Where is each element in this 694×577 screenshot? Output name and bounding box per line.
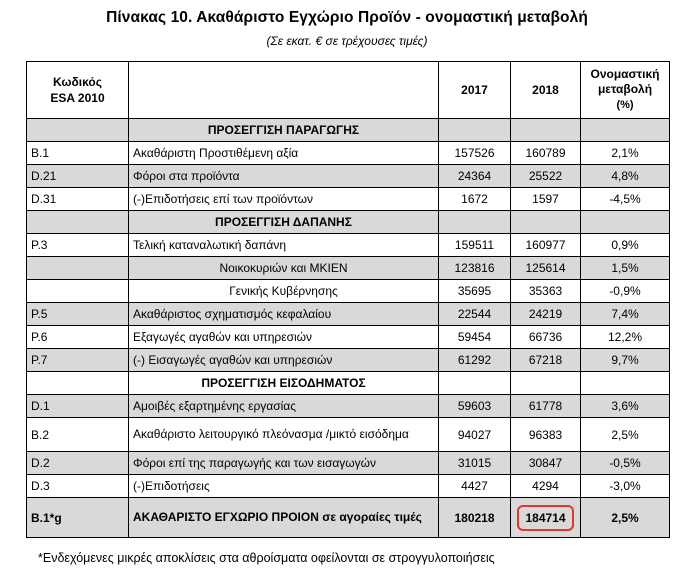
table-row [27,234,670,257]
value-2017: 180218 [439,498,511,538]
change-percent [581,119,670,142]
table-row [27,395,670,418]
row-label: (-) Εισαγωγές αγαθών και υπηρεσιών [129,349,439,372]
section-row [27,372,670,395]
row-label: Ακαθάριστη Προστιθέμενη αξία [129,142,439,165]
row-code: D.3 [27,475,129,498]
change-percent: 2,1% [581,142,670,165]
table-row [27,188,670,211]
section-heading: ΠΡΟΣΕΓΓΙΣΗ ΔΑΠΑΝΗΣ [129,211,439,234]
value-2017: 4427 [439,475,511,498]
header-description [129,62,439,119]
header-change-line2: μεταβολή [597,82,653,96]
row-code [27,257,129,280]
value-2017 [439,211,511,234]
row-code [27,211,129,234]
value-2018 [511,372,581,395]
value-2018: 96383 [511,418,581,452]
value-2018-cell [511,498,581,538]
row-code [27,280,129,303]
row-code: P.5 [27,303,129,326]
row-label: Γενικής Κυβέρνησης [129,280,439,303]
row-label: Εξαγωγές αγαθών και υπηρεσιών [129,326,439,349]
change-percent: 12,2% [581,326,670,349]
table-body [27,119,670,538]
change-percent [581,372,670,395]
row-code [27,372,129,395]
row-label: Ακαθάριστο λειτουργικό πλεόνασμα /μικτό εισόδημα [129,418,439,452]
total-row [27,498,670,538]
value-2018: 160977 [511,234,581,257]
value-2018 [511,211,581,234]
change-percent: -4,5% [581,188,670,211]
value-2017: 59454 [439,326,511,349]
value-2017: 61292 [439,349,511,372]
change-percent: -0,5% [581,452,670,475]
table-row [27,418,670,452]
section-heading: ΠΡΟΣΕΓΓΙΣΗ ΠΑΡΑΓΩΓΗΣ [129,119,439,142]
row-code: B.1*g [27,498,129,538]
row-label: Νοικοκυριών και ΜΚΙΕΝ [129,257,439,280]
section-heading: ΠΡΟΣΕΓΓΙΣΗ ΕΙΣΟΔΗΜΑΤΟΣ [129,372,439,395]
table-row [27,452,670,475]
change-percent: 4,8% [581,165,670,188]
table-title: Πίνακας 10. Ακαθάριστο Εγχώριο Προϊόν - ονομαστική μεταβολή [106,9,588,26]
header-code-line1: Κωδικός [52,75,102,89]
change-percent: 7,4% [581,303,670,326]
value-2017 [439,372,511,395]
header-2017: 2017 [439,62,511,119]
row-label: (-)Επιδοτήσεις [129,475,439,498]
header-2018: 2018 [511,62,581,119]
value-2017: 157526 [439,142,511,165]
change-percent: 2,5% [581,418,670,452]
value-2017: 31015 [439,452,511,475]
value-2017: 35695 [439,280,511,303]
value-2018: 24219 [511,303,581,326]
row-label: Φόροι επί της παραγωγής και των εισαγωγών [129,452,439,475]
table-row [27,303,670,326]
row-code: B.2 [27,418,129,452]
change-percent: 1,5% [581,257,670,280]
table-subtitle: (Σε εκατ. € σε τρέχουσες τιμές) [266,34,428,48]
value-2017 [439,119,511,142]
header-code [27,62,129,119]
value-2018: 61778 [511,395,581,418]
section-row [27,211,670,234]
value-2017: 159511 [439,234,511,257]
value-2018: 66736 [511,326,581,349]
value-2017: 123816 [439,257,511,280]
change-percent: -0,9% [581,280,670,303]
value-2018 [511,119,581,142]
table-row [27,349,670,372]
row-code: B.1 [27,142,129,165]
value-2018: 30847 [511,452,581,475]
table-row [27,280,670,303]
value-2017: 22544 [439,303,511,326]
value-2017: 1672 [439,188,511,211]
row-label: Τελική καταναλωτική δαπάνη [129,234,439,257]
row-label: Ακαθάριστος σχηματισμός κεφαλαίου [129,303,439,326]
change-percent: 2,5% [581,498,670,538]
value-2017: 94027 [439,418,511,452]
header-change-line3: (%) [616,99,634,111]
header-change [581,62,670,119]
value-2018: 4294 [511,475,581,498]
value-2018: 125614 [511,257,581,280]
value-2017: 59603 [439,395,511,418]
row-code: P.7 [27,349,129,372]
change-percent: 0,9% [581,234,670,257]
header-row [27,62,670,119]
table-row [27,165,670,188]
value-2018: 67218 [511,349,581,372]
section-row [27,119,670,142]
value-2018-highlighted: 184714 [517,505,573,531]
table-row [27,475,670,498]
footnote: *Ενδεχόμενες μικρές αποκλίσεις στα αθροίσματα οφείλονται σε στρογγυλοποιήσεις [38,551,495,565]
row-code [27,119,129,142]
row-label: Φόροι στα προϊόντα [129,165,439,188]
row-label: (-)Επιδοτήσεις επί των προϊόντων [129,188,439,211]
value-2018: 35363 [511,280,581,303]
row-code: D.1 [27,395,129,418]
value-2018: 160789 [511,142,581,165]
value-2018: 1597 [511,188,581,211]
change-percent: 9,7% [581,349,670,372]
value-2017: 24364 [439,165,511,188]
change-percent: -3,0% [581,475,670,498]
row-code: P.3 [27,234,129,257]
change-percent: 3,6% [581,395,670,418]
row-code: D.21 [27,165,129,188]
row-label: Αμοιβές εξαρτημένης εργασίας [129,395,439,418]
table-row [27,257,670,280]
change-percent [581,211,670,234]
gdp-table [26,61,670,538]
row-code: P.6 [27,326,129,349]
header-change-line1: Ονομαστική [590,67,660,81]
header-code-line2: ESA 2010 [50,91,105,105]
row-code: D.2 [27,452,129,475]
value-2018: 25522 [511,165,581,188]
table-row [27,326,670,349]
row-code: D.31 [27,188,129,211]
table-row [27,142,670,165]
row-label: ΑΚΑΘΑΡΙΣΤΟ ΕΓΧΩΡΙΟ ΠΡΟΙΟΝ σε αγοραίες τιμές [129,498,439,538]
